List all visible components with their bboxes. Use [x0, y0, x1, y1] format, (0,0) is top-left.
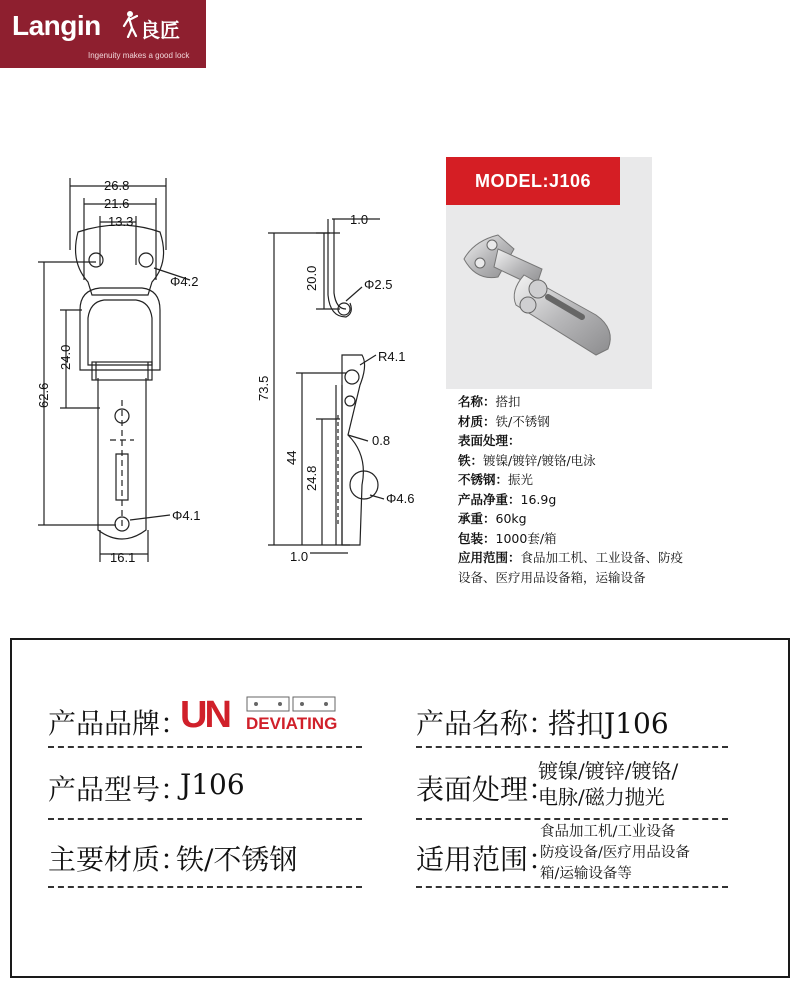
- dim-label: 21.6: [104, 196, 130, 211]
- hinge-icon: [246, 696, 338, 712]
- surface-label: 表面处理：: [416, 773, 557, 806]
- product-info-table: [10, 638, 790, 978]
- surface-value-line: 镀镍/镀锌/镀铬/: [538, 759, 679, 783]
- spec-key: 产品净重：: [458, 491, 521, 507]
- spec-key: 名称：: [458, 394, 496, 409]
- spec-value: 食品加工机、工业设备、防疫: [520, 550, 684, 565]
- spec-row: [458, 451, 683, 471]
- brand-figure-icon: [120, 10, 138, 38]
- dim-label: 62.6: [36, 382, 51, 408]
- scope-label: 适用范围：: [416, 843, 557, 876]
- dim-label: Φ4.1: [172, 508, 201, 523]
- dim-label: Φ4.2: [170, 274, 199, 289]
- dim-label: 16.1: [110, 550, 136, 565]
- dim-label: 26.8: [104, 178, 130, 193]
- spec-key: 承重：: [458, 511, 496, 526]
- dim-label: 44: [284, 450, 299, 465]
- spec-value: 16.9g: [520, 491, 557, 507]
- dim-label: 20.0: [304, 265, 319, 291]
- scope-value: [540, 822, 690, 885]
- divider: [416, 746, 728, 748]
- dim-label: 73.5: [256, 375, 271, 401]
- divider: [48, 886, 362, 888]
- spec-row: [458, 470, 683, 490]
- spec-key: 铁：: [458, 452, 484, 468]
- brand-slogan: Ingenuity makes a good lock: [88, 51, 190, 60]
- dim-label: Φ4.6: [386, 491, 415, 506]
- divider: [416, 818, 728, 820]
- name-value: 搭扣J106: [548, 707, 669, 740]
- spec-value: 1000套/箱: [495, 530, 557, 546]
- spec-value: 振光: [508, 472, 534, 487]
- divider: [416, 886, 728, 888]
- model-value: J106: [180, 768, 245, 801]
- deviating-logo-text: DEVIATING: [246, 714, 338, 733]
- spec-row: [458, 568, 683, 588]
- model-title: MODEL:J106: [446, 157, 620, 205]
- spec-row: [458, 412, 683, 432]
- spec-value: 镀镍/镀锌/镀铬/电泳: [483, 452, 596, 468]
- spec-row: [458, 392, 683, 412]
- spec-row: [458, 431, 683, 451]
- material-label: 主要材质：: [48, 843, 189, 876]
- spec-row: [458, 490, 683, 510]
- material-value: 铁/不锈钢: [176, 843, 298, 876]
- surface-value: [538, 758, 678, 810]
- spec-key: 不锈钢：: [458, 472, 509, 487]
- dim-label: Φ2.5: [364, 277, 393, 292]
- spec-list: [458, 392, 683, 587]
- dim-label: 0.8: [372, 433, 391, 448]
- brand-banner: [0, 0, 206, 68]
- model-label: 产品型号：: [48, 773, 189, 806]
- divider: [48, 818, 362, 820]
- product-photo: [446, 205, 652, 389]
- scope-value-line: 食品加工机/工业设备: [540, 824, 676, 840]
- side-view-drawing: [250, 205, 420, 575]
- surface-value-line: 电脉/磁力抛光: [538, 785, 665, 809]
- spec-row: [458, 529, 683, 549]
- dim-label: 24.0: [58, 344, 73, 370]
- dim-label: R4.1: [378, 349, 406, 364]
- divider: [48, 746, 362, 748]
- dim-label: 24.8: [304, 465, 319, 491]
- front-view-drawing: [30, 170, 230, 580]
- spec-value: 搭扣: [495, 394, 521, 409]
- brand-name-cn: 良匠: [140, 18, 180, 42]
- brand-label: 产品品牌：: [48, 707, 189, 740]
- deviating-logo-letters: UN: [180, 694, 229, 736]
- model-card: [446, 157, 652, 389]
- spec-key: 表面处理：: [458, 433, 521, 448]
- spec-row: [458, 548, 683, 568]
- brand-name: Langin: [12, 10, 101, 41]
- spec-row: [458, 509, 683, 529]
- spec-value: 铁/不锈钢: [495, 413, 550, 429]
- spec-key: 应用范围：: [458, 550, 521, 565]
- dim-label: 13.3: [108, 214, 134, 229]
- spec-value: 60kg: [495, 511, 527, 526]
- spec-key: 包装：: [458, 530, 496, 546]
- dim-label: 1.0: [290, 549, 309, 564]
- scope-value-line: 箱/运输设备等: [540, 866, 632, 882]
- name-label: 产品名称：: [416, 707, 557, 740]
- spec-value: 设备、医疗用品设备箱，运输设备: [458, 569, 646, 585]
- dim-label: 1.0: [350, 212, 369, 227]
- scope-value-line: 防疫设备/医疗用品设备: [540, 845, 690, 861]
- spec-key: 材质：: [458, 413, 496, 429]
